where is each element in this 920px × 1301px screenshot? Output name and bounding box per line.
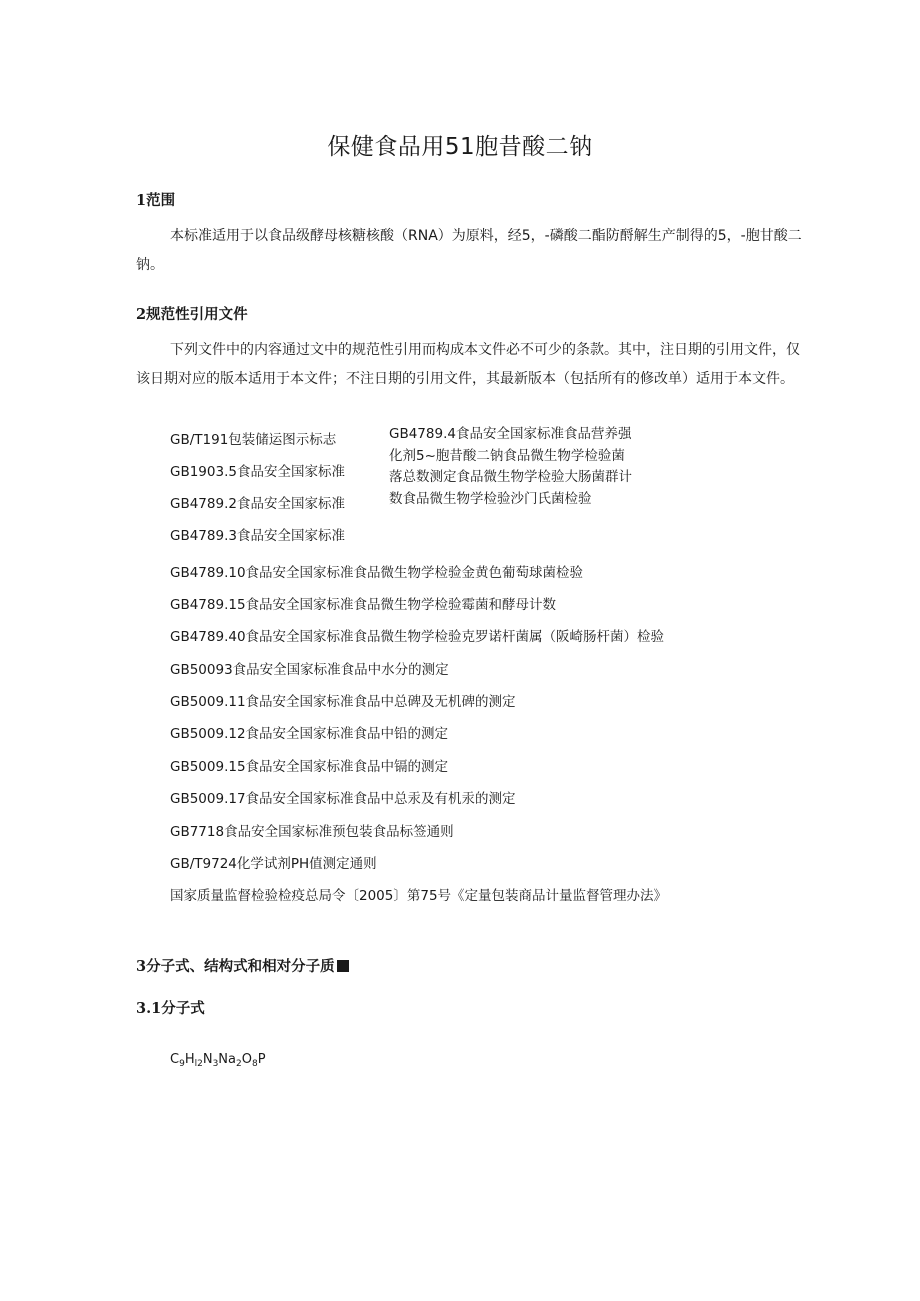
ref-list-item: GB4789.15食品安全国家标准食品微生物学检验霉菌和酵母计数: [170, 597, 557, 613]
ref-list-item: GB7718食品安全国家标准预包装食品标签通则: [170, 824, 454, 840]
ref-col1-item: GB4789.3食品安全国家标准: [170, 528, 345, 544]
section-2-paragraph: [136, 336, 812, 394]
section-2-text: 下列文件中的内容通过文中的规范性引用而构成本文件必不可少的条款。其中，注日期的引用文件，仅该日期对应的版本适用于本文件；不注日期的引用文件，其最新版本（包括所有的修改单）适用于本文件。: [136, 342, 800, 387]
ref-list-item: GB/T9724化学试剂PH值测定通则: [170, 856, 377, 872]
ref-col1-item: GB/T191包装储运图示标志: [170, 432, 337, 448]
section-1-heading: 1范围: [136, 192, 176, 209]
ref-list-item: GB50093食品安全国家标准食品中水分的测定: [170, 662, 449, 678]
formula-element: Na: [218, 1052, 236, 1067]
formula-element: O: [241, 1052, 252, 1067]
formula-element: N: [202, 1052, 213, 1067]
ref-list-item: GB5009.15食品安全国家标准食品中镉的测定: [170, 759, 449, 775]
molecular-formula: [170, 1052, 266, 1069]
ref-col1-item: GB1903.5食品安全国家标准: [170, 464, 345, 480]
formula-subscript: 8: [251, 1059, 258, 1069]
ref-list-item: GB4789.10食品安全国家标准食品微生物学检验金黄色葡萄球菌检验: [170, 565, 584, 581]
section-1-text: 本标准适用于以食品级酵母核糖核酸（RNA）为原料，经5，-磷酸二酯防酹解生产制得的5，-胞甘酸二钠。: [136, 228, 802, 273]
ref-list-item: GB5009.17食品安全国家标准食品中总汞及有机汞的测定: [170, 791, 516, 807]
formula-element: H: [184, 1052, 195, 1067]
section-3-heading-text: 3分子式、结构式和相对分子质: [136, 958, 335, 975]
section-2-heading: 2规范性引用文件: [136, 306, 248, 323]
formula-subscript: 2: [236, 1059, 242, 1069]
ref-list-item: GB5009.11食品安全国家标准食品中总碑及无机碑的测定: [170, 694, 516, 710]
formula-element: C: [170, 1052, 180, 1067]
formula-element: P: [257, 1052, 266, 1067]
section-3-1-heading: 3.1分子式: [136, 1000, 205, 1017]
section-1-paragraph: [136, 222, 812, 280]
ref-list-item: 国家质量监督检验检疫总局令〔2005〕第75号《定量包装商品计量监督管理办法》: [170, 888, 668, 904]
formula-subscript: 9: [179, 1059, 185, 1069]
placeholder-block-icon: [337, 960, 349, 972]
ref-col1-item: GB4789.2食品安全国家标准: [170, 496, 345, 512]
page-title: 保健食品用51胞昔酸二钠: [327, 134, 593, 160]
section-3-heading: [136, 955, 349, 976]
ref-list-item: GB4789.40食品安全国家标准食品微生物学检验克罗诺杆菌属（阪崎肠杆菌）检验: [170, 629, 665, 645]
formula-subscript: 3: [212, 1059, 219, 1069]
ref-list-item: GB5009.12食品安全国家标准食品中铅的测定: [170, 726, 449, 742]
ref-col2-block: GB4789.4食品安全国家标准食品营养强化剂5~胞昔酸二钠食品微生物学检验菌落总数测定食品微生物学检验大肠菌群计数食品微生物学检验沙门氏菌检验: [389, 426, 632, 507]
formula-subscript: l2: [194, 1059, 203, 1069]
